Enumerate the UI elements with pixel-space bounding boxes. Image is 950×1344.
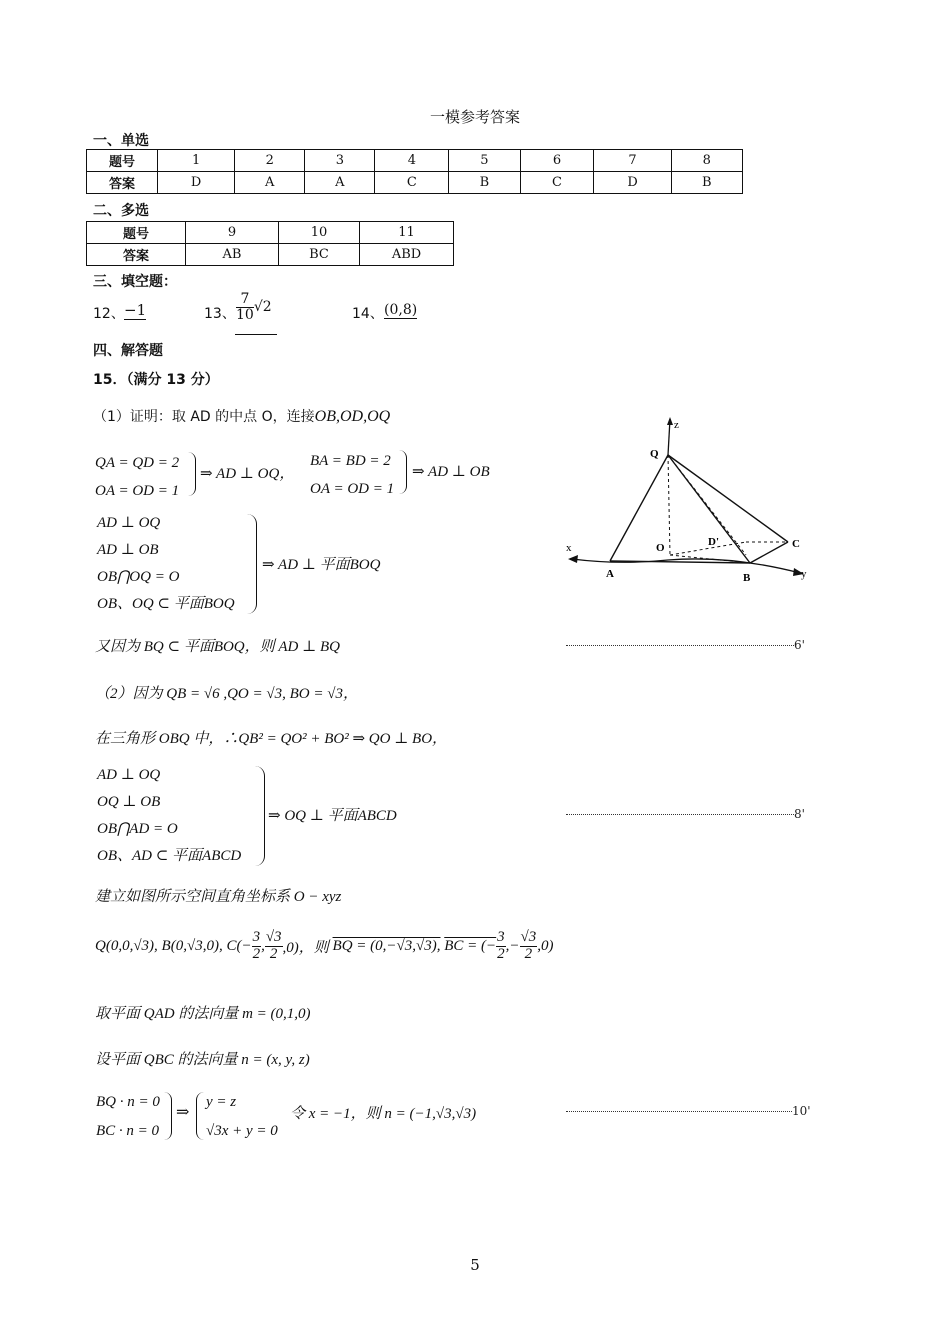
score-line-6: 6' [566, 638, 806, 652]
implies-icon: ⇒ [176, 1104, 190, 1121]
arrow-icon [568, 555, 578, 563]
q13-label: 13、 [204, 306, 236, 322]
table-cell: 5 [449, 150, 520, 172]
line-again: 又因为 BQ ⊂ 平面BOQ，则 AD ⊥ BQ [95, 639, 340, 655]
table-cell: 9 [186, 222, 279, 244]
table-row [87, 150, 743, 172]
arrow-icon [667, 417, 673, 425]
p2-intro: （2）因为 QB = √6 ,QO = √3, BO = √3， [95, 686, 358, 702]
table-cell: C [375, 172, 449, 194]
table-cell: AB [186, 244, 279, 266]
table-cell: ABD [360, 244, 454, 266]
eq-group-b: BA = BD = 2 OA = OD = 1 [310, 453, 395, 497]
table-cell: A [305, 172, 375, 194]
row-label: 答案 [87, 244, 186, 266]
bq-vector: BQ = (0,−√3,√3), [332, 937, 441, 954]
points-line: Q(0,0,√3), B(0,√3,0), C(− $\frac{3}{2}$ , $\frac{√3}{2}$ ,0)，则 BQ = (0,−√3,√3), BC = (− $\frac{3}{2}$ ,− $\frac{√3}{2}$ ,0) [95, 929, 554, 962]
row-label: 答案 [87, 172, 158, 194]
q13-underline [235, 334, 277, 335]
table-row [87, 244, 454, 266]
q14-answer: (0,8) [384, 302, 418, 318]
label-d-prime: D' [708, 536, 719, 548]
system-2: AD ⊥ OQ OQ ⊥ OB OB⋂AD = O OB、AD ⊂ 平面ABCD [97, 767, 242, 864]
label-b: B [743, 572, 751, 584]
table-cell: 11 [360, 222, 454, 244]
section-fill-in: 三、填空题： [93, 274, 177, 290]
single-choice-table [86, 149, 743, 194]
table-cell: 8 [671, 150, 742, 172]
eq-group-a: QA = QD = 2 OA = OD = 1 [95, 455, 180, 499]
brace-icon [398, 450, 407, 494]
table-cell: 4 [375, 150, 449, 172]
page-number: 5 [470, 1256, 480, 1274]
q12-answer: −1 [124, 301, 147, 319]
eq-b-result: ⇒ AD ⊥ OB [412, 464, 490, 480]
table-cell: 2 [235, 150, 305, 172]
table-cell: B [449, 172, 520, 194]
label-x: x [566, 542, 572, 554]
system-3-tail: 令 x = −1，则 n = (−1,√3,√3) [290, 1106, 477, 1122]
system-3-right: y = z √3x + y = 0 [206, 1094, 278, 1139]
table-cell: D [594, 172, 671, 194]
table-cell: BC [279, 244, 360, 266]
brace-icon [254, 766, 265, 866]
brace-icon [163, 1092, 172, 1140]
table-cell: B [671, 172, 742, 194]
system-2-result: ⇒ OQ ⊥ 平面ABCD [268, 808, 397, 824]
section-multi-choice: 二、多选 [93, 203, 149, 219]
table-cell: 6 [520, 150, 594, 172]
pyramid-figure [560, 415, 820, 595]
score-line-8: 8' [566, 807, 806, 821]
system-3-left: BQ · n = 0 BC · n = 0 [96, 1094, 160, 1139]
q13-root: √2 [253, 299, 272, 316]
p1-intro: （1）证明：取 AD 的中点 O，连接OB,OD,OQ [93, 408, 391, 425]
score-line-10: 10' [566, 1104, 812, 1118]
system-1-result: ⇒ AD ⊥ 平面BOQ [262, 557, 381, 573]
label-y: y [801, 568, 807, 580]
table-cell: 3 [305, 150, 375, 172]
table-row [87, 172, 743, 194]
label-q: Q [650, 448, 659, 460]
table-cell: 10 [279, 222, 360, 244]
row-label: 题号 [87, 222, 186, 244]
q15-header: 15．（满分 13 分） [93, 372, 219, 388]
table-row [87, 222, 454, 244]
table-cell: D [158, 172, 235, 194]
q12-label: 12、 [93, 306, 125, 322]
system-1: AD ⊥ OQ AD ⊥ OB OB⋂OQ = O OB、OQ ⊂ 平面BOQ [97, 515, 235, 612]
q14-label: 14、 [352, 306, 384, 322]
label-z: z [674, 419, 679, 431]
table-cell: A [235, 172, 305, 194]
eq-a-result: ⇒ AD ⊥ OQ， [200, 466, 295, 482]
normal-m-line: 取平面 QAD 的法向量 m = (0,1,0) [95, 1006, 311, 1022]
brace-icon [246, 514, 257, 614]
section-solutions: 四、解答题 [93, 343, 163, 359]
multi-choice-table [86, 221, 454, 266]
table-cell: C [520, 172, 594, 194]
brace-icon [196, 1092, 205, 1140]
page-title: 一模参考答案 [429, 108, 520, 126]
section-single-choice: 一、单选 [93, 133, 149, 149]
q13-fraction: $\frac{7}{10}$ [236, 291, 254, 323]
bc-vector: BC = (− [444, 937, 497, 954]
q13-answer [236, 292, 272, 322]
table-cell: 7 [594, 150, 671, 172]
brace-icon [187, 452, 196, 496]
label-o: O [656, 542, 665, 554]
triangle-line: 在三角形 OBQ 中，∴QB² = QO² + BO² ⇒ QO ⊥ BO， [95, 731, 448, 747]
table-cell: 1 [158, 150, 235, 172]
label-a: A [606, 568, 614, 580]
label-c: C [792, 538, 800, 550]
row-label: 题号 [87, 150, 158, 172]
normal-n-line: 设平面 QBC 的法向量 n = (x, y, z) [95, 1052, 310, 1068]
coord-line: 建立如图所示空间直角坐标系 O − xyz [95, 889, 342, 905]
